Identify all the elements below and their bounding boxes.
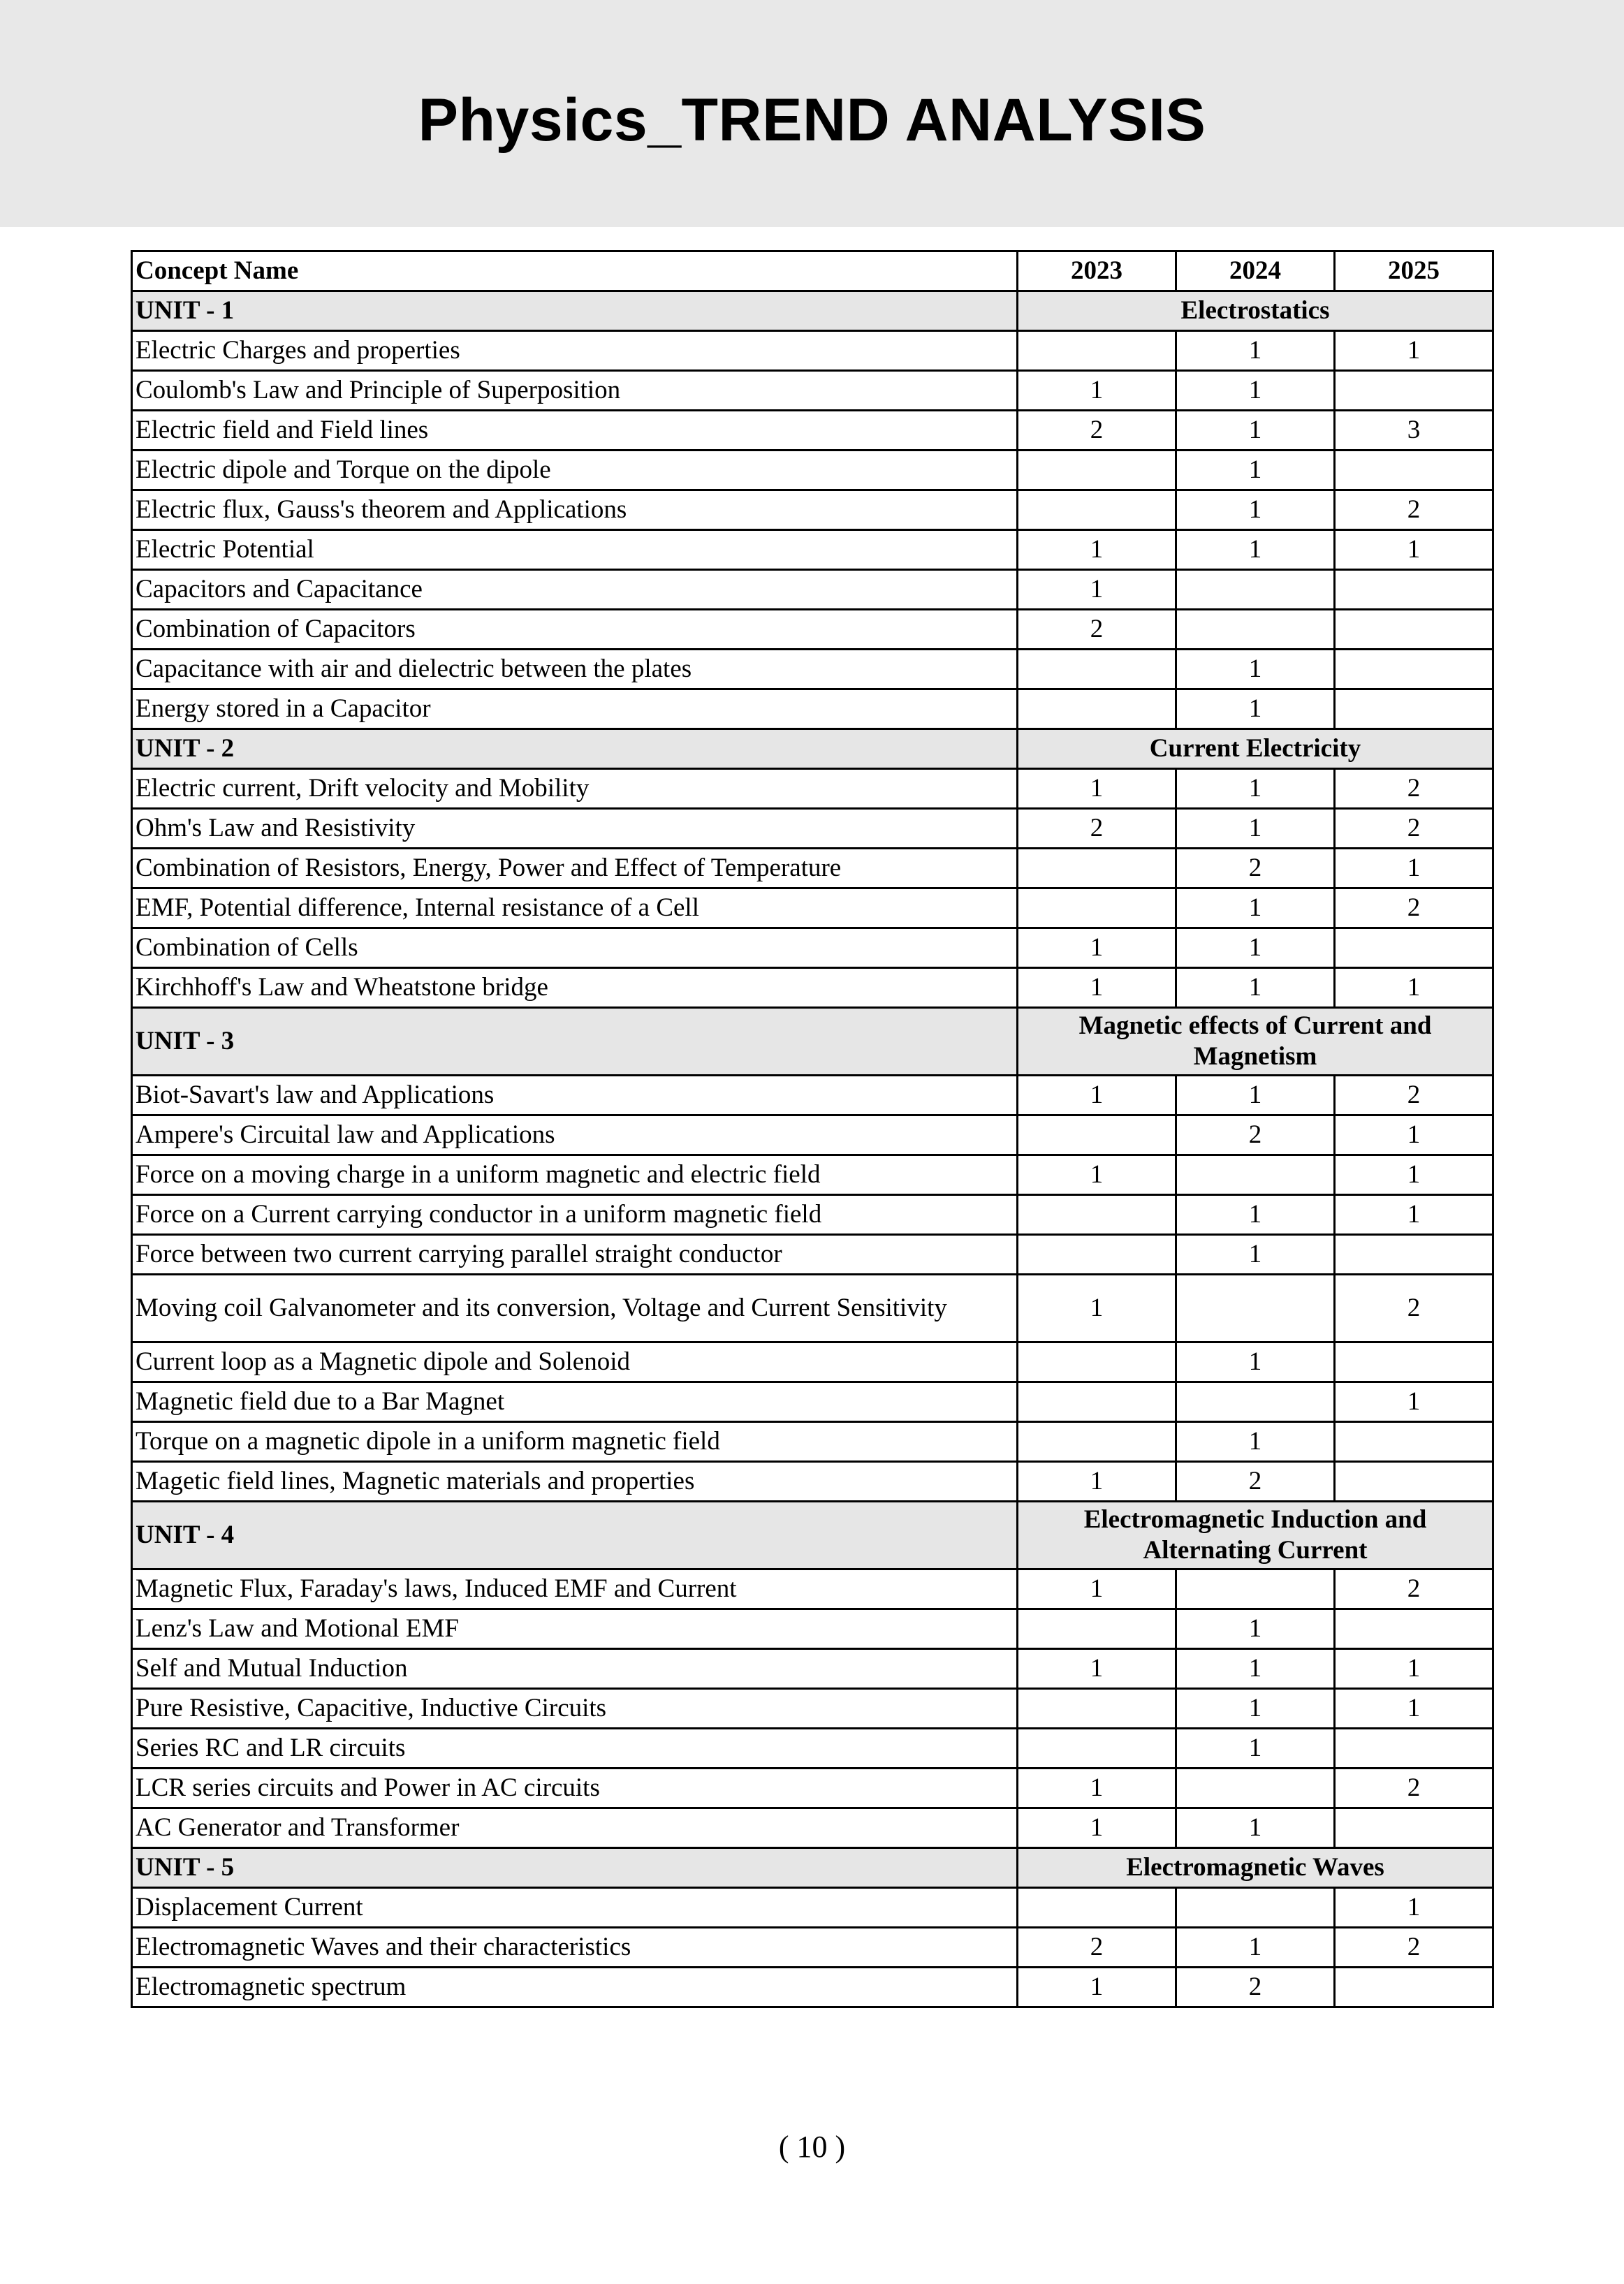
count-cell-2025: 2	[1335, 1569, 1493, 1609]
count-cell-2023: 1	[1018, 769, 1176, 809]
concept-name-cell: Electric dipole and Torque on the dipole	[132, 451, 1018, 490]
table-row	[132, 968, 1493, 1008]
table-header-row	[132, 251, 1493, 291]
count-cell-2023	[1018, 1609, 1176, 1649]
count-cell-2023: 1	[1018, 1769, 1176, 1808]
count-cell-2023: 1	[1018, 968, 1176, 1008]
count-cell-2025: 1	[1335, 1649, 1493, 1689]
count-cell-2025	[1335, 928, 1493, 968]
count-cell-2024	[1176, 1382, 1335, 1422]
table-row	[132, 928, 1493, 968]
count-cell-2024: 1	[1176, 1928, 1335, 1968]
concept-name-cell: EMF, Potential difference, Internal resistance of a Cell	[132, 888, 1018, 928]
concept-name-cell: Combination of Resistors, Energy, Power and Effect of Temperature	[132, 849, 1018, 888]
count-cell-2025	[1335, 650, 1493, 689]
unit-label: UNIT - 4	[132, 1502, 1018, 1569]
count-cell-2024: 1	[1176, 769, 1335, 809]
concept-name-cell: Torque on a magnetic dipole in a uniform magnetic field	[132, 1422, 1018, 1462]
table-row	[132, 371, 1493, 411]
count-cell-2025: 1	[1335, 1689, 1493, 1729]
count-cell-2023	[1018, 490, 1176, 530]
count-cell-2025	[1335, 610, 1493, 650]
table-body	[132, 291, 1493, 2007]
count-cell-2024: 1	[1176, 331, 1335, 371]
concept-name-cell: Electromagnetic Waves and their characteristics	[132, 1928, 1018, 1968]
table-row	[132, 769, 1493, 809]
count-cell-2023: 1	[1018, 371, 1176, 411]
concept-name-cell: Force between two current carrying parallel straight conductor	[132, 1235, 1018, 1275]
count-cell-2023: 1	[1018, 570, 1176, 610]
count-cell-2025: 2	[1335, 1076, 1493, 1115]
table-row	[132, 610, 1493, 650]
count-cell-2025	[1335, 1609, 1493, 1649]
count-cell-2024: 1	[1176, 1342, 1335, 1382]
count-cell-2023: 1	[1018, 1076, 1176, 1115]
unit-header-row	[132, 1502, 1493, 1569]
table-row	[132, 451, 1493, 490]
table-row	[132, 1382, 1493, 1422]
table-row	[132, 1076, 1493, 1115]
count-cell-2023: 1	[1018, 1462, 1176, 1502]
count-cell-2023: 1	[1018, 530, 1176, 570]
count-cell-2025: 2	[1335, 769, 1493, 809]
count-cell-2023	[1018, 1729, 1176, 1769]
count-cell-2024: 2	[1176, 1115, 1335, 1155]
count-cell-2024: 2	[1176, 1462, 1335, 1502]
count-cell-2024: 1	[1176, 928, 1335, 968]
count-cell-2025	[1335, 1808, 1493, 1848]
concept-name-cell: Capacitors and Capacitance	[132, 570, 1018, 610]
count-cell-2025	[1335, 1235, 1493, 1275]
count-cell-2024: 1	[1176, 809, 1335, 849]
table-row	[132, 411, 1493, 451]
count-cell-2023: 1	[1018, 1275, 1176, 1342]
count-cell-2023	[1018, 650, 1176, 689]
column-header-2025: 2025	[1335, 251, 1493, 291]
count-cell-2024: 1	[1176, 451, 1335, 490]
trend-analysis-table	[131, 250, 1494, 2008]
count-cell-2024	[1176, 1888, 1335, 1928]
table-row	[132, 1462, 1493, 1502]
count-cell-2025: 1	[1335, 1115, 1493, 1155]
unit-label: UNIT - 2	[132, 729, 1018, 769]
unit-header-row	[132, 1008, 1493, 1076]
count-cell-2023: 1	[1018, 1155, 1176, 1195]
count-cell-2024: 2	[1176, 849, 1335, 888]
concept-name-cell: Energy stored in a Capacitor	[132, 689, 1018, 729]
concept-name-cell: Electric current, Drift velocity and Mobility	[132, 769, 1018, 809]
concept-name-cell: Magetic field lines, Magnetic materials and properties	[132, 1462, 1018, 1502]
count-cell-2023: 1	[1018, 1649, 1176, 1689]
count-cell-2025: 1	[1335, 1155, 1493, 1195]
table-row	[132, 1342, 1493, 1382]
concept-name-cell: Pure Resistive, Capacitive, Inductive Circuits	[132, 1689, 1018, 1729]
count-cell-2024	[1176, 1569, 1335, 1609]
count-cell-2023	[1018, 1115, 1176, 1155]
table-row	[132, 1275, 1493, 1342]
count-cell-2025	[1335, 689, 1493, 729]
count-cell-2023	[1018, 689, 1176, 729]
count-cell-2024: 1	[1176, 689, 1335, 729]
count-cell-2024	[1176, 610, 1335, 650]
count-cell-2023: 2	[1018, 610, 1176, 650]
count-cell-2024	[1176, 1769, 1335, 1808]
count-cell-2025	[1335, 371, 1493, 411]
unit-header-row	[132, 291, 1493, 331]
count-cell-2025	[1335, 1462, 1493, 1502]
count-cell-2024: 1	[1176, 968, 1335, 1008]
count-cell-2023	[1018, 1195, 1176, 1235]
concept-name-cell: Self and Mutual Induction	[132, 1649, 1018, 1689]
concept-name-cell: Magnetic Flux, Faraday's laws, Induced EMF and Current	[132, 1569, 1018, 1609]
unit-header-row	[132, 729, 1493, 769]
count-cell-2023: 2	[1018, 411, 1176, 451]
table-row	[132, 1195, 1493, 1235]
table-row	[132, 1649, 1493, 1689]
concept-name-cell: LCR series circuits and Power in AC circuits	[132, 1769, 1018, 1808]
count-cell-2023	[1018, 849, 1176, 888]
count-cell-2024: 1	[1176, 1689, 1335, 1729]
table-row	[132, 689, 1493, 729]
count-cell-2025: 3	[1335, 411, 1493, 451]
table-row	[132, 1422, 1493, 1462]
concept-name-cell: Lenz's Law and Motional EMF	[132, 1609, 1018, 1649]
count-cell-2024: 1	[1176, 1609, 1335, 1649]
concept-name-cell: Biot-Savart's law and Applications	[132, 1076, 1018, 1115]
table-row	[132, 1115, 1493, 1155]
table-row	[132, 1928, 1493, 1968]
unit-title: Electromagnetic Waves	[1018, 1848, 1493, 1888]
count-cell-2025: 1	[1335, 1382, 1493, 1422]
count-cell-2024	[1176, 570, 1335, 610]
unit-label: UNIT - 5	[132, 1848, 1018, 1888]
table-row	[132, 1569, 1493, 1609]
count-cell-2023: 1	[1018, 1808, 1176, 1848]
concept-name-cell: Series RC and LR circuits	[132, 1729, 1018, 1769]
count-cell-2024: 1	[1176, 1729, 1335, 1769]
count-cell-2024: 1	[1176, 1649, 1335, 1689]
concept-name-cell: Electromagnetic spectrum	[132, 1968, 1018, 2007]
table-row	[132, 1609, 1493, 1649]
count-cell-2025	[1335, 570, 1493, 610]
count-cell-2023	[1018, 1235, 1176, 1275]
concept-name-cell: Magnetic field due to a Bar Magnet	[132, 1382, 1018, 1422]
unit-title: Electrostatics	[1018, 291, 1493, 331]
count-cell-2023: 2	[1018, 809, 1176, 849]
count-cell-2023	[1018, 331, 1176, 371]
count-cell-2023: 1	[1018, 1569, 1176, 1609]
count-cell-2024: 1	[1176, 650, 1335, 689]
count-cell-2025: 2	[1335, 1769, 1493, 1808]
unit-header-row	[132, 1848, 1493, 1888]
unit-title: Current Electricity	[1018, 729, 1493, 769]
count-cell-2024: 2	[1176, 1968, 1335, 2007]
table-row	[132, 1808, 1493, 1848]
table-row	[132, 650, 1493, 689]
table-row	[132, 1729, 1493, 1769]
count-cell-2024: 1	[1176, 1195, 1335, 1235]
concept-name-cell: Capacitance with air and dielectric between the plates	[132, 650, 1018, 689]
concept-name-cell: Electric flux, Gauss's theorem and Applications	[132, 490, 1018, 530]
count-cell-2025: 1	[1335, 530, 1493, 570]
concept-name-cell: Moving coil Galvanometer and its conversion, Voltage and Current Sensitivity	[132, 1275, 1018, 1342]
count-cell-2024: 1	[1176, 490, 1335, 530]
count-cell-2025	[1335, 1342, 1493, 1382]
concept-name-cell: AC Generator and Transformer	[132, 1808, 1018, 1848]
unit-title: Magnetic effects of Current and Magnetism	[1018, 1008, 1493, 1076]
count-cell-2025: 2	[1335, 1275, 1493, 1342]
count-cell-2025: 2	[1335, 809, 1493, 849]
count-cell-2025: 2	[1335, 888, 1493, 928]
count-cell-2024: 1	[1176, 530, 1335, 570]
concept-name-cell: Electric Charges and properties	[132, 331, 1018, 371]
concept-name-cell: Electric Potential	[132, 530, 1018, 570]
count-cell-2024	[1176, 1155, 1335, 1195]
table-row	[132, 490, 1493, 530]
concept-name-cell: Combination of Cells	[132, 928, 1018, 968]
count-cell-2025: 1	[1335, 331, 1493, 371]
count-cell-2024: 1	[1176, 411, 1335, 451]
concept-name-cell: Force on a Current carrying conductor in a uniform magnetic field	[132, 1195, 1018, 1235]
unit-title: Electromagnetic Induction and Alternating Current	[1018, 1502, 1493, 1569]
count-cell-2024: 1	[1176, 1076, 1335, 1115]
count-cell-2023: 1	[1018, 1968, 1176, 2007]
count-cell-2023	[1018, 1888, 1176, 1928]
count-cell-2025	[1335, 1729, 1493, 1769]
table-row	[132, 1155, 1493, 1195]
concept-name-cell: Kirchhoff's Law and Wheatstone bridge	[132, 968, 1018, 1008]
count-cell-2025: 1	[1335, 1888, 1493, 1928]
count-cell-2025: 2	[1335, 490, 1493, 530]
count-cell-2023	[1018, 1422, 1176, 1462]
count-cell-2023	[1018, 1382, 1176, 1422]
count-cell-2024: 1	[1176, 1235, 1335, 1275]
count-cell-2023	[1018, 1689, 1176, 1729]
table-row	[132, 331, 1493, 371]
column-header-2024: 2024	[1176, 251, 1335, 291]
concept-name-cell: Displacement Current	[132, 1888, 1018, 1928]
column-header-concept: Concept Name	[132, 251, 1018, 291]
count-cell-2025: 2	[1335, 1928, 1493, 1968]
count-cell-2025	[1335, 451, 1493, 490]
unit-label: UNIT - 1	[132, 291, 1018, 331]
table-row	[132, 530, 1493, 570]
count-cell-2025: 1	[1335, 1195, 1493, 1235]
unit-label: UNIT - 3	[132, 1008, 1018, 1076]
table-row	[132, 809, 1493, 849]
count-cell-2023	[1018, 1342, 1176, 1382]
count-cell-2023	[1018, 888, 1176, 928]
table-row	[132, 1968, 1493, 2007]
concept-name-cell: Current loop as a Magnetic dipole and Solenoid	[132, 1342, 1018, 1382]
column-header-2023: 2023	[1018, 251, 1176, 291]
concept-name-cell: Coulomb's Law and Principle of Superposition	[132, 371, 1018, 411]
count-cell-2025	[1335, 1968, 1493, 2007]
count-cell-2024: 1	[1176, 371, 1335, 411]
table-row	[132, 1235, 1493, 1275]
table-row	[132, 1689, 1493, 1729]
count-cell-2024: 1	[1176, 888, 1335, 928]
table-row	[132, 570, 1493, 610]
concept-name-cell: Ampere's Circuital law and Applications	[132, 1115, 1018, 1155]
count-cell-2025: 1	[1335, 849, 1493, 888]
concept-name-cell: Combination of Capacitors	[132, 610, 1018, 650]
table-row	[132, 1769, 1493, 1808]
count-cell-2024: 1	[1176, 1422, 1335, 1462]
page-title: Physics_TREND ANALYSIS	[418, 87, 1206, 154]
title-banner	[0, 0, 1624, 227]
count-cell-2025: 1	[1335, 968, 1493, 1008]
table-row	[132, 849, 1493, 888]
concept-name-cell: Ohm's Law and Resistivity	[132, 809, 1018, 849]
concept-name-cell: Electric field and Field lines	[132, 411, 1018, 451]
count-cell-2023: 1	[1018, 928, 1176, 968]
count-cell-2024: 1	[1176, 1808, 1335, 1848]
count-cell-2024	[1176, 1275, 1335, 1342]
table-row	[132, 888, 1493, 928]
count-cell-2023	[1018, 451, 1176, 490]
table-row	[132, 1888, 1493, 1928]
page-number: ( 10 )	[778, 2130, 846, 2164]
concept-name-cell: Force on a moving charge in a uniform magnetic and electric field	[132, 1155, 1018, 1195]
count-cell-2023: 2	[1018, 1928, 1176, 1968]
count-cell-2025	[1335, 1422, 1493, 1462]
